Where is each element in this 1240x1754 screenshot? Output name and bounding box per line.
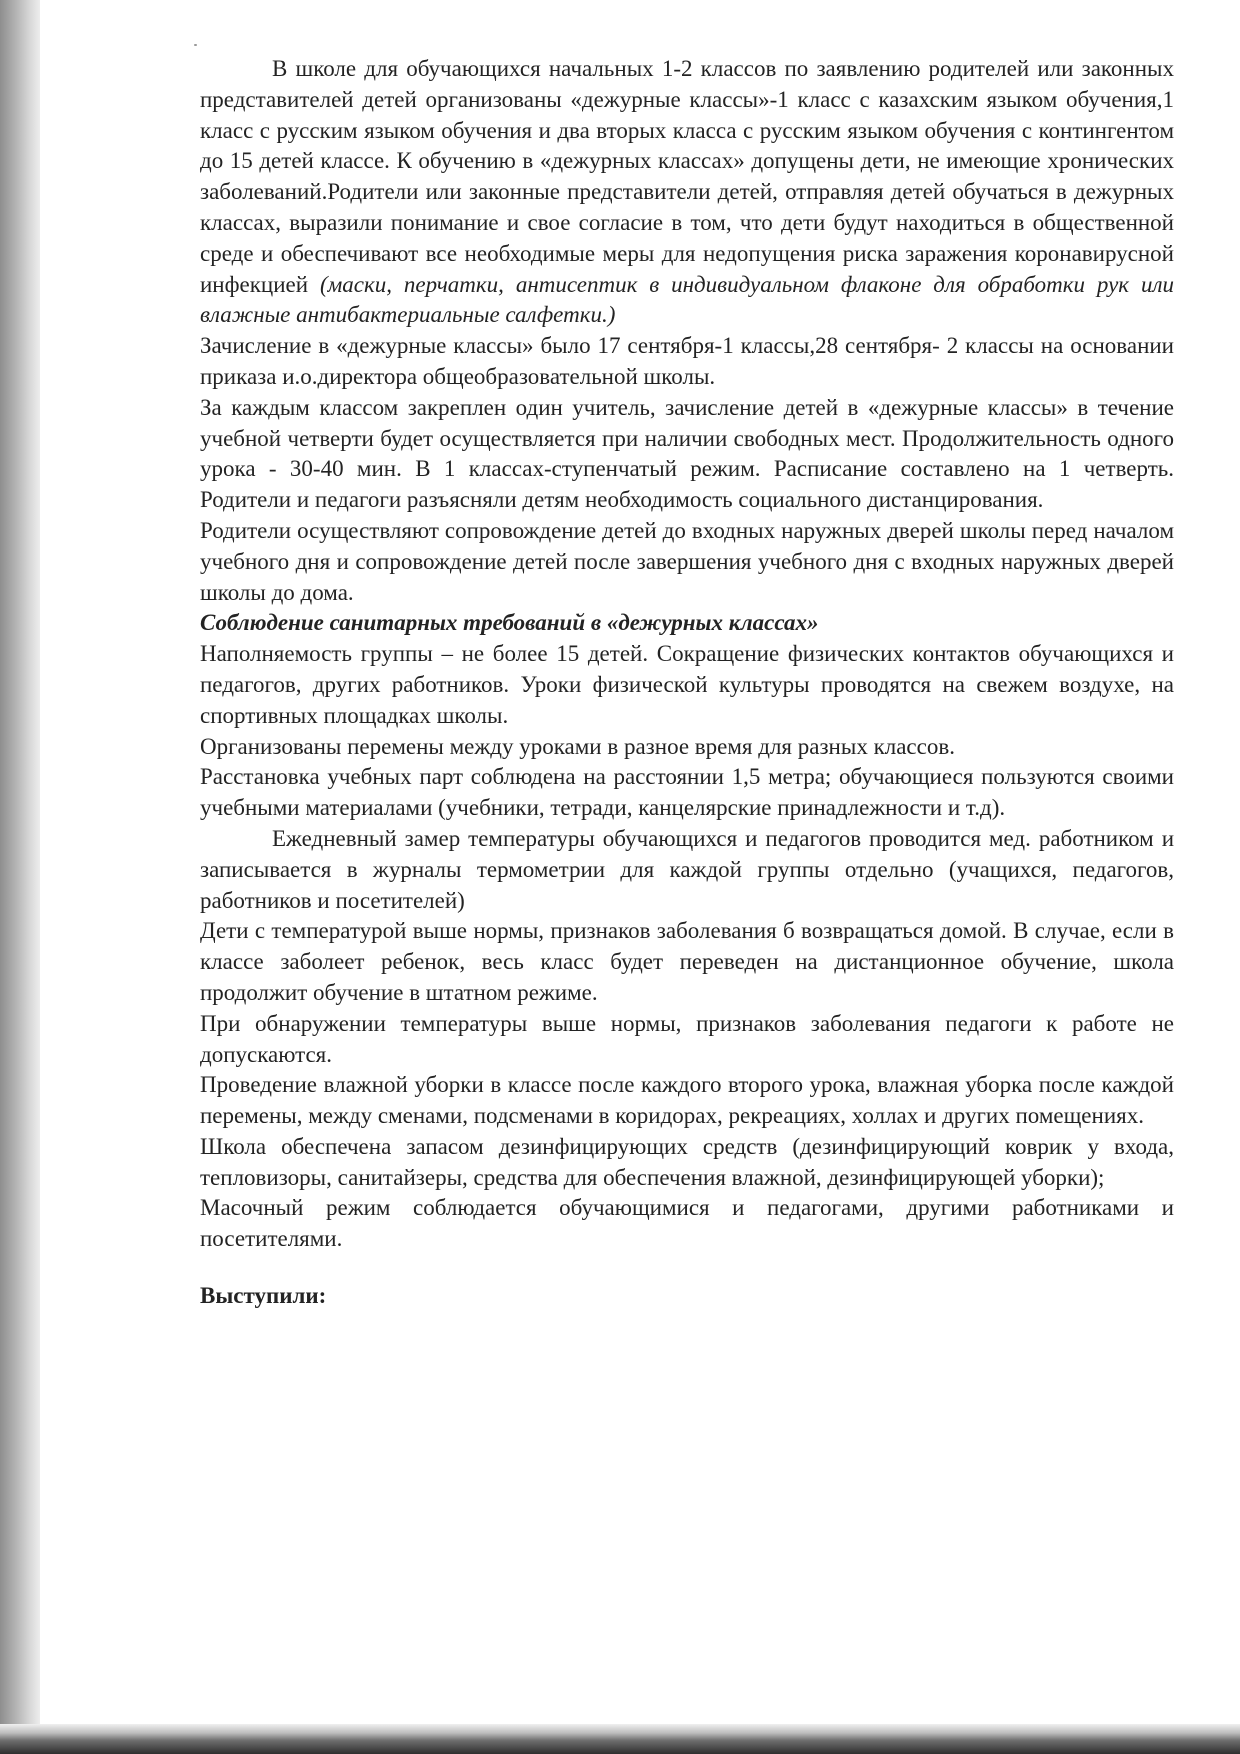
paragraph-cleaning: Проведение влажной уборки в классе после каждого второго урока, влажная уборка после каждой перемены, между сменами, подсменами в коридорах, рекреациях, холлах и других помещениях. — [200, 1072, 1174, 1129]
paragraph-sick-children: Дети с температурой выше нормы, признаков заболевания б возвращаться домой. В случае, если в классе заболеет ребенок, весь класс будет переведен на дистанционное обучение, школа продолжит обучение в штатном режиме. — [200, 918, 1174, 1005]
paragraph-staff-admission: При обнаружении температуры выше нормы, признаков заболевания педагоги к работе не допускаются. — [200, 1010, 1174, 1067]
paragraph-teachers-schedule: За каждым классом закреплен один учитель, зачисление детей в «дежурные классы» в течение учебной четверти будет осуществляется при наличии свободных мест. Продолжительность одного урока - 30-40 мин. В 1 классах-ступенчатый режим. Расписание составлено на 1 четверть. Родители и педагоги разъясняли детям необходимость социального дистанцирования. — [200, 394, 1174, 513]
paragraph-desks: Расстановка учебных парт соблюдена на расстоянии 1,5 метра; обучающиеся пользуются своими учебными материалами (учебники, тетради, канцелярские принадлежности и т.д). — [200, 764, 1174, 821]
paragraph-duty-classes — [200, 54, 1174, 331]
paragraph-group-size: Наполняемость группы – не более 15 детей. Сокращение физических контактов обучающихся и педагогов, других работников. Уроки физической культуры проводятся на свежем воздухе, на спортивных площадках школы. — [200, 641, 1174, 728]
paragraph-duty-classes-text: В школе для обучающихся начальных 1-2 классов по заявлению родителей или законных представителей детей организованы «дежурные классы»-1 класс с казахским языком обучения,1 класс с русским языком обучения и два вторых класса с русским языком обучения с контингентом до 15 детей классе. К обучению в «дежурных классах» допущены дети, не имеющие хронических заболеваний.Родители или законные представители детей, отправляя детей обучаться в дежурных классах, выразили понимание и свое согласие в том, что дети будут находиться в общественной среде и обеспечивают все необходимые меры для недопущения риска заражения коронавирусной инфекцией — [200, 56, 1174, 297]
speakers-label: Выступили: — [200, 1283, 327, 1309]
section-heading-sanitary: Соблюдение санитарных требований в «дежурных классах» — [200, 610, 819, 636]
scan-left-shadow — [0, 0, 40, 1754]
scan-bottom-shadow — [0, 1724, 1240, 1754]
paragraph-disinfectants: Школа обеспечена запасом дезинфицирующих средств (дезинфицирующий коврик у входа, тепловизоры, санитайзеры, средства для обеспечения влажной, дезинфицирующей уборки); — [200, 1133, 1174, 1190]
paragraph-breaks: Организованы перемены между уроками в разное время для разных классов. — [200, 733, 955, 759]
paragraph-enrollment: Зачисление в «дежурные классы» было 17 сентября-1 классы,28 сентября- 2 классы на основании приказа и.о.директора общеобразовательной школы. — [200, 333, 1174, 389]
protective-measures-note: (маски, перчатки, антисептик в индивидуальном флаконе для обработки рук или влажные антибактериальные салфетки.) — [200, 271, 1174, 328]
paragraph-escort: Родители осуществляют сопровождение детей до входных наружных дверей школы перед началом учебного дня и сопровождение детей после завершения учебного дня с входных наружных дверей школы до дома. — [200, 517, 1174, 605]
paragraph-masks: Масочный режим соблюдается обучающимися и педагогами, другими работниками и посетителями. — [200, 1195, 1174, 1252]
scan-speck — [194, 44, 197, 46]
document-body — [200, 54, 1174, 1312]
paragraph-temperature: Ежедневный замер температуры обучающихся и педагогов проводится мед. работником и записывается в журналы термометрии для каждой группы отдельно (учащихся, педагогов, работников и посетителей) — [200, 825, 1174, 913]
